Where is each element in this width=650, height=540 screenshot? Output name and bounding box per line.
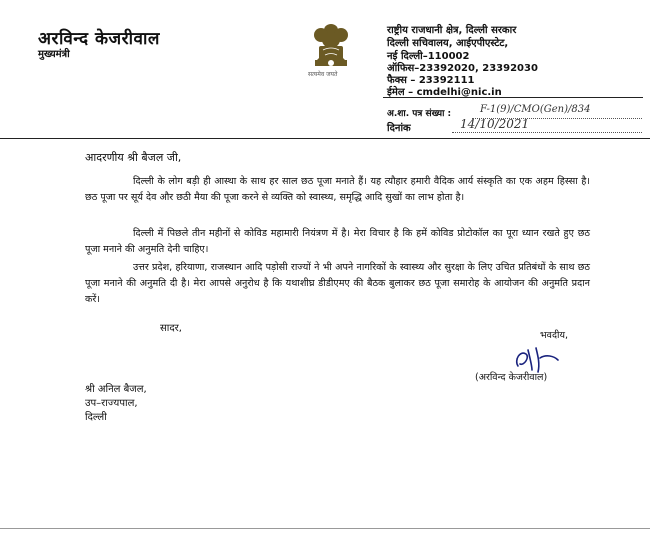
reference-label: अ.शा. पत्र संख्या : [387, 109, 452, 119]
sender-designation: मुख्यमंत्री [38, 49, 70, 60]
letter-paragraph [85, 260, 590, 308]
recipient-line: उप–राज्यपाल, [85, 398, 138, 409]
email-line: ईमेल – cmdelhi@nic.in [387, 87, 502, 98]
valediction: भवदीय, [540, 330, 568, 341]
recipient-line: श्री अनिल बैजल, [85, 384, 147, 395]
recipient-line: दिल्ली [85, 412, 107, 423]
page-bottom-rule [0, 528, 650, 529]
address-line: दिल्ली सचिवालय, आईएपीएस्टेट, [387, 38, 509, 49]
letter-paragraph [85, 174, 590, 206]
address-line: राष्ट्रीय राजधानी क्षेत्र, दिल्ली सरकार [387, 25, 517, 36]
letter-date: 14/10/2021 [460, 117, 530, 131]
date-label: दिनांक [387, 123, 411, 134]
paragraph-text: दिल्ली में पिछले तीन महीनों से कोविड महामारी नियंत्रण में है। मेरा विचार है कि हमें कोविड प्रोटोकॉल का पूरा ध्यान रखते हुए छठ पूजा मनाने की अनुमति देनी चाहिए। [85, 228, 590, 255]
sender-name: अरविन्द केजरीवाल [38, 29, 160, 49]
fax-line: फैक्स – 23392111 [387, 75, 475, 86]
paragraph-text: दिल्ली के लोग बड़ी ही आस्था के साथ हर साल छठ पूजा मनाते हैं। यह त्यौहार हमारी वैदिक आर्य संस्कृति का एक अहम हिस्सा है। छठ पूजा पर सूर्य देव और छठी मैया की पूजा करने से व्यक्ति को स्वास्थ्य, समृद्धि आदि सुखों का लाभ होता है। [85, 176, 590, 203]
salutation: आदरणीय श्री बैजल जी, [85, 151, 182, 164]
emblem-motto: सत्यमेव जयते [308, 71, 338, 78]
closing-text: सादर, [160, 323, 182, 334]
phone-line: ऑफिस–23392020, 23392030 [387, 63, 538, 74]
date-underline [452, 132, 642, 133]
reference-number: F-1(9)/CMO(Gen)/834 [480, 104, 591, 115]
header-rule [0, 138, 650, 139]
address-line: नई दिल्ली–110002 [387, 51, 470, 62]
letter-paragraph [85, 226, 590, 258]
letterhead-divider [383, 97, 643, 98]
signatory-name: (अरविन्द केजरीवाल) [475, 372, 548, 383]
paragraph-text: उत्तर प्रदेश, हरियाणा, राजस्थान आदि पड़ोसी राज्यों ने भी अपने नागरिकों के स्वास्थ्य और सुरक्षा के लिए उचित प्रतिबंधों के साथ छठ पूजा मनाने की अनुमति दी है। मेरा आपसे अनुरोध है कि यथाशीघ्र डीडीएमए की बैठक बुलाकर छठ पूजा समारोह के आयोजन की अनुमति प्रदान करें। [85, 262, 590, 305]
